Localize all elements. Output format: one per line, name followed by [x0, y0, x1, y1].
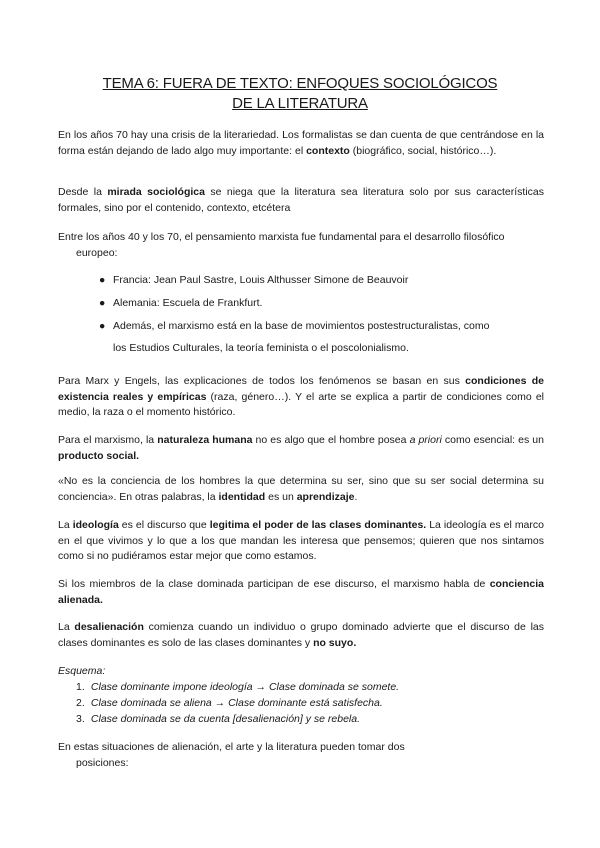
- text: .: [354, 490, 358, 503]
- bold-identidad: identidad: [218, 490, 266, 503]
- esquema-item: [76, 680, 399, 695]
- text: «No es la conciencia de los hombres la que determina su ser, sino que su ser social determina su conciencia». En otras palabras, la: [58, 475, 544, 503]
- text: no es algo que el hombre posea: [252, 434, 410, 446]
- list-item-continuation: [113, 341, 533, 356]
- page-title-line-1: TEMA 6: FUERA DE TEXTO: ENFOQUES SOCIOLÓGICOS: [102, 75, 498, 92]
- text: En estas situaciones de alienación, el arte y la literatura pueden tomar dos: [58, 741, 405, 753]
- paragraph-alienacion-posiciones: [58, 740, 544, 771]
- esquema-item: [76, 696, 383, 711]
- paragraph-marx-engels: [58, 374, 544, 421]
- text: posiciones:: [76, 756, 129, 769]
- item-text: Clase dominante impone ideología → Clase dominada se somete.: [90, 681, 400, 693]
- paragraph-ideologia: [58, 518, 544, 565]
- text: como esencial: es un: [441, 434, 544, 446]
- list-item: [99, 296, 533, 311]
- bold-condiciones: condiciones de existencia reales y empíricas: [58, 375, 544, 403]
- bold-ideologia: ideología: [72, 519, 119, 531]
- list-item-text: Alemania: Escuela de Frankfurt.: [113, 297, 263, 309]
- text: (raza, género…). Y el arte se explica a partir de condiciones como el medio, la raza o el momento histórico.: [58, 390, 545, 418]
- list-item-text: los Estudios Culturales, la teoría feminista o el poscolonialismo.: [113, 342, 409, 354]
- item-number: 3.: [76, 713, 85, 725]
- paragraph-naturaleza-humana: [58, 433, 544, 464]
- bold-producto-social: producto social.: [58, 449, 140, 462]
- italic-a-priori: a priori: [409, 434, 442, 446]
- bullet-icon: ●: [99, 297, 106, 309]
- list-item: [99, 273, 533, 288]
- text: Para el marxismo, la: [58, 434, 158, 446]
- text: (biográfico, social, histórico…).: [349, 144, 497, 157]
- text: La: [58, 621, 75, 633]
- text: se niega que la literatura sea literatura solo por sus características formales, sino por el contenido, contexto, etcétera: [58, 186, 544, 214]
- bold-contexto: contexto: [306, 144, 350, 157]
- text: Para Marx y Engels, las explicaciones de todos los fenómenos se basan en sus: [58, 375, 466, 387]
- bold-legitima: legitima el poder de las clases dominantes.: [209, 519, 427, 531]
- bullet-icon: ●: [99, 320, 106, 332]
- paragraph-marxismo-intro: [58, 230, 544, 261]
- item-text: Clase dominada se da cuenta [desalienación] y se rebela.: [90, 713, 361, 725]
- page-title-line-2: DE LA LITERATURA: [232, 95, 368, 112]
- paragraph-desalienacion: [58, 620, 544, 651]
- item-text: Clase dominada se aliena → Clase dominante está satisfecha.: [90, 697, 383, 709]
- bold-conciencia-alienada: conciencia alienada.: [58, 578, 544, 606]
- text: Si los miembros de la clase dominada participan de ese discurso, el marxismo habla de: [58, 578, 490, 590]
- text: En los años 70 hay una crisis de la literariedad. Los formalistas se dan cuenta de que centrándose en la forma están dejando de lado algo muy importante: el: [58, 129, 544, 157]
- text: Entre los años 40 y los 70, el pensamiento marxista fue fundamental para el desarrollo filosófico: [58, 231, 505, 243]
- bold-mirada: mirada sociológica: [107, 186, 205, 198]
- bold-no-suyo: no suyo.: [313, 636, 357, 649]
- list-item: [99, 319, 533, 334]
- bullet-icon: ●: [99, 274, 106, 286]
- bold-desalienacion: desalienación: [74, 621, 144, 633]
- text: La ideología es el marco en el que vivimos y lo que a los que mandan les interesa que pensemos; quieren que nos sintamos como si no pudiéramos estar mejor que como estamos.: [58, 519, 544, 562]
- item-number: 1.: [76, 681, 85, 693]
- text: Desde la: [58, 186, 108, 198]
- paragraph-conciencia-alienada: [58, 577, 544, 608]
- list-item-text: Además, el marxismo está en la base de movimientos postestructuralistas, como: [113, 320, 490, 332]
- bold-aprendizaje: aprendizaje: [296, 490, 355, 503]
- paragraph-conciencia: [58, 474, 544, 505]
- text: es el discurso que: [118, 519, 210, 531]
- esquema-item: [76, 712, 360, 727]
- list-item-text: Francia: Jean Paul Sastre, Louis Althusser Simone de Beauvoir: [113, 274, 409, 286]
- bold-naturaleza: naturaleza humana: [157, 434, 253, 446]
- item-number: 2.: [76, 697, 85, 709]
- text: es un: [265, 490, 297, 503]
- esquema-label: Esquema:: [58, 665, 106, 677]
- text: La: [58, 519, 73, 531]
- paragraph-literariedad: [58, 128, 544, 159]
- text: comienza cuando un individuo o grupo dominado advierte que el discurso de las clases dominantes es solo de las clases dominantes y: [58, 621, 544, 649]
- text: europeo:: [76, 246, 118, 259]
- paragraph-mirada-sociologica: [58, 185, 544, 216]
